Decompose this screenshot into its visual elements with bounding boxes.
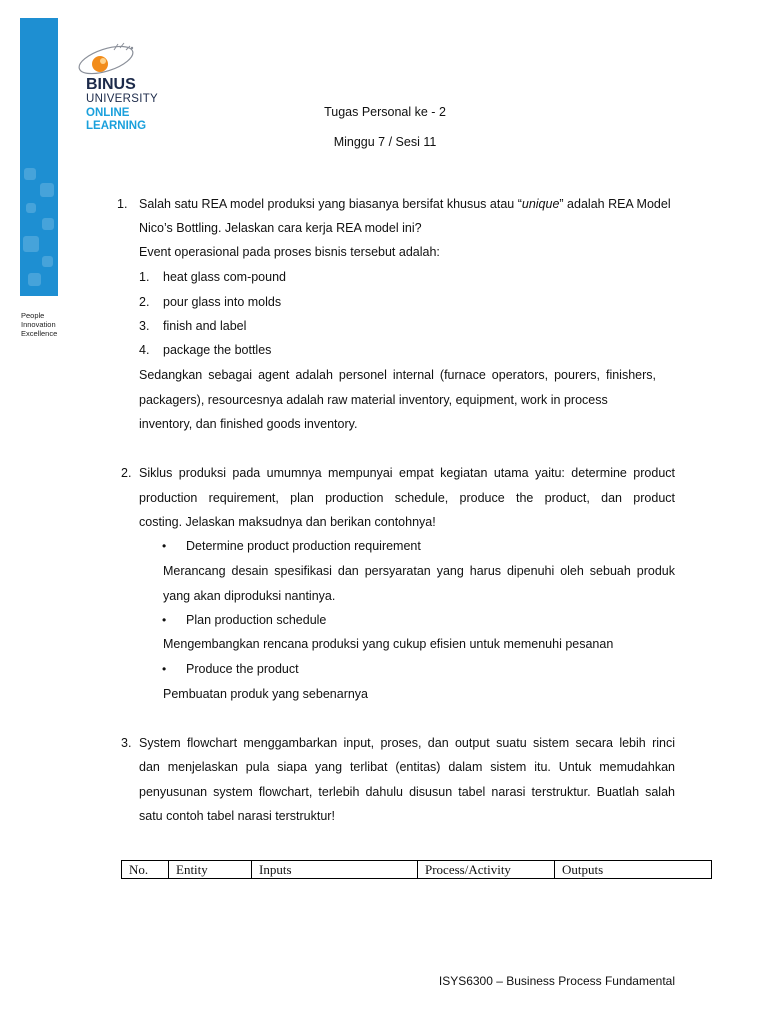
tagline-excellence: Excellence xyxy=(21,329,58,338)
binus-logo xyxy=(74,38,194,138)
q1-line1-part-a: Salah satu REA model produksi yang biasanya bersifat khusus atau “ xyxy=(139,197,522,211)
q2-bullet-desc: Merancang desain spesifikasi dan persyaratan yang harus dipenuhi oleh sebuah produk xyxy=(163,564,675,578)
event-number: 3. xyxy=(139,319,150,333)
event-item: pour glass into molds xyxy=(163,295,282,309)
q2-number: 2. xyxy=(121,466,132,480)
col-entity: Entity xyxy=(169,861,252,879)
q2-bullet-desc: Pembuatan produk yang sebenarnya xyxy=(163,687,369,701)
q3-line: System flowchart menggambarkan input, proses, dan output suatu sistem secara lebih rinci xyxy=(139,736,675,750)
q1-agent-line: Sedangkan sebagai agent adalah personel internal (furnace operators, pourers, finishers, xyxy=(139,368,656,382)
bullet-glyph: • xyxy=(162,539,167,553)
bullet-glyph: • xyxy=(162,613,167,627)
tagline-people: People xyxy=(21,311,45,320)
q3-line: dan menjelaskan pula siapa yang terlibat (entitas) dalam sistem itu. Untuk memudahkan xyxy=(139,760,675,774)
page-title: Tugas Personal ke - 2 xyxy=(324,105,446,119)
decorative-side-strip xyxy=(20,18,58,296)
q1-number: 1. xyxy=(117,197,128,211)
event-number: 4. xyxy=(139,343,150,357)
logo-online: ONLINE xyxy=(86,107,130,119)
col-outputs: Outputs xyxy=(555,861,712,879)
q1-line3: Event operasional pada proses bisnis tersebut adalah: xyxy=(139,245,440,259)
narasi-table xyxy=(121,860,712,879)
q1-agent-line: packagers), resourcesnya adalah raw material inventory, equipment, work in process xyxy=(139,393,608,407)
q2-line: Siklus produksi pada umumnya mempunyai empat kegiatan utama yaitu: determine product xyxy=(139,466,675,480)
bullet-glyph: • xyxy=(162,662,167,676)
event-number: 1. xyxy=(139,270,150,284)
binus-logo-mark xyxy=(74,38,144,78)
q1-line2: Nico’s Bottling. Jelaskan cara kerja REA model ini? xyxy=(139,221,422,235)
event-item: heat glass com-pound xyxy=(163,270,286,284)
q2-bullet-desc: Mengembangkan rencana produksi yang cukup efisien untuk memenuhi pesanan xyxy=(163,637,614,651)
q3-number: 3. xyxy=(121,736,132,750)
q1-line1-emphasis: unique xyxy=(521,197,560,211)
q2-bullet-title: Determine product production requirement xyxy=(186,539,421,553)
q2-bullet-title: Plan production schedule xyxy=(186,613,327,627)
q2-line: costing. Jelaskan maksudnya dan berikan contohnya! xyxy=(139,515,436,529)
logo-learning: LEARNING xyxy=(86,120,147,132)
event-item: finish and label xyxy=(163,319,247,333)
q1-agent-line: inventory, dan finished goods inventory. xyxy=(139,417,358,431)
page-subtitle: Minggu 7 / Sesi 11 xyxy=(333,135,437,149)
logo-university: UNIVERSITY xyxy=(86,93,159,105)
q1-line1 xyxy=(139,196,671,212)
tagline-innovation: Innovation xyxy=(21,320,56,329)
q2-bullet-desc: yang akan diproduksi nantinya. xyxy=(163,589,336,603)
q1-line1-part-b: ” adalah REA Model xyxy=(559,197,671,211)
q3-line: satu contoh tabel narasi terstruktur! xyxy=(139,809,335,823)
q2-bullet-title: Produce the product xyxy=(186,662,299,676)
q2-line: production requirement, plan production schedule, produce the product, dan product xyxy=(139,491,675,505)
q3-line: penyusunan system flowchart, terlebih dahulu disusun tabel narasi terstruktur. Buatlah salah xyxy=(139,785,675,799)
event-item: package the bottles xyxy=(163,343,272,357)
table-header-row xyxy=(122,861,712,879)
event-number: 2. xyxy=(139,295,150,309)
col-process-activity: Process/Activity xyxy=(418,861,555,879)
col-no: No. xyxy=(122,861,169,879)
col-inputs: Inputs xyxy=(252,861,418,879)
page-footer: ISYS6300 – Business Process Fundamental xyxy=(438,974,675,988)
logo-binus: BINUS xyxy=(86,76,136,93)
